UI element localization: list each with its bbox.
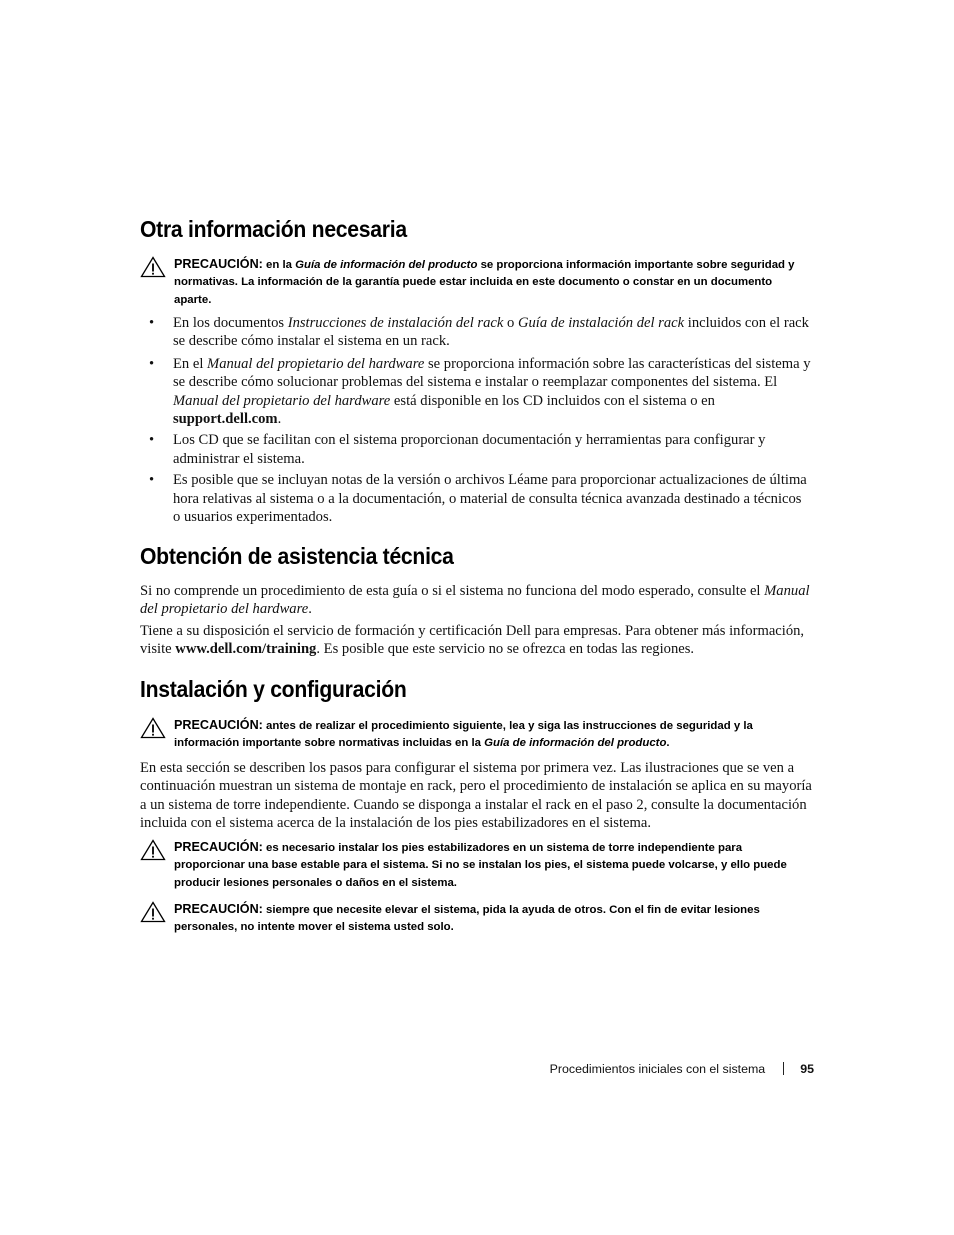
warning-triangle-icon [140,256,166,278]
caution-doc-title: Guía de información del producto [484,737,667,750]
caution-otra [140,256,812,309]
caution-text: siempre que necesite elevar el sistema, pida la ayuda de otros. Con el fin de evitar lesiones personales, no intente mover el sistema usted solo. [174,904,760,934]
caution-text: . [666,737,670,750]
doc-title: Instrucciones de instalación del rack [287,315,504,331]
page-footer [550,1062,814,1076]
footer-divider [783,1062,784,1075]
caution-label: PRECAUCIÓN: [174,257,263,271]
caution-instalacion-1 [140,717,812,753]
list-item: • En el Manual del propietario del hardware se proporciona información sobre las características del sistema y se describe cómo solucionar problemas del sistema e instalar o reemplazar componentes del sistema. El Manual del propietario del hardware está disponible en los CD incluidos con el sistema o en support.dell.com. [149,355,811,428]
caution-text: es necesario instalar los pies estabilizadores en un sistema de torre independiente para proporcionar una base estable para el sistema. Si no se instalan los pies, el sistema puede volcarse, y ello puede producir lesiones personales o daños en el sistema. [174,842,787,889]
list-item: • Es posible que se incluyan notas de la versión o archivos Léame para proporcionar actualizaciones de última hora relativas al sistema o a la documentación, o material de consulta técnica avanzada destinado a técnicos o usuarios experimentados. [149,472,807,526]
support-link[interactable]: support.dell.com [173,411,278,428]
bullet-icon: • [149,315,155,331]
caution-label: PRECAUCIÓN: [174,902,263,916]
warning-triangle-icon [140,839,166,861]
list-item: • En los documentos Instrucciones de instalación del rack o Guía de instalación del rack incluidos con el rack se describe cómo instalar el sistema en un rack. [149,315,809,350]
warning-triangle-icon [140,717,166,739]
caution-text: se proporciona información importante sobre seguridad y normativas. La información de la garantía puede estar incluida en este documento o constar en un documento aparte. [174,259,795,306]
bullet-icon: • [149,472,155,489]
doc-title: Manual del propietario del hardware [207,355,425,372]
caution-label: PRECAUCIÓN: [174,718,263,732]
caution-text: antes de realizar el procedimiento siguiente, lea y siga las instrucciones de seguridad y la información importante sobre normativas incluidas en la [174,720,753,750]
doc-title: Guía de instalación del rack [517,315,685,331]
bullet-list-otra [140,314,812,526]
page-number: 95 [800,1062,814,1076]
paragraph-instalacion: En esta sección se describen los pasos para configurar el sistema por primera vez. Las ilustraciones que se ven a continuación muestran un sistema de montaje en rack, pero el procedimiento de instalación se aplica en su mayoría a un sistema de torre independiente. Cuando se disponga a instalar el rack en el paso 2, consulte la documentación incluida con el sistema acerca de la instalación de los pies estabilizadores en el sistema. [140,760,812,832]
caution-label: PRECAUCIÓN: [174,840,263,854]
list-item: • Los CD que se facilitan con el sistema proporcionan documentación y herramientas para configurar y administrar el sistema. [149,432,766,467]
footer-chapter-title: Procedimientos iniciales con el sistema [549,1062,766,1076]
caution-instalacion-3 [140,901,812,937]
warning-triangle-icon [140,901,166,923]
bullet-icon: • [149,432,155,449]
doc-title: Manual del propietario del hardware [140,583,810,618]
caution-text: en la [262,259,296,271]
doc-title: Manual del propietario del hardware [173,392,391,409]
bullet-icon: • [149,355,155,372]
paragraph-obtencion-1: Si no comprende un procedimiento de esta guía o si el sistema no funciona del modo esperado, consulte el Manual del propietario del hardware. [140,583,810,618]
heading-obtencion-asistencia: Obtención de asistencia técnica [140,543,454,569]
heading-otra-informacion: Otra información necesaria [140,216,407,242]
training-link[interactable]: www.dell.com/training [175,641,317,658]
heading-instalacion-configuracion: Instalación y configuración [140,676,407,702]
paragraph-obtencion-2: Tiene a su disposición el servicio de formación y certificación Dell para empresas. Para obtener más información, visite www.dell.com/training. Es posible que este servicio no se ofrezca en todas las regiones. [140,623,805,658]
caution-doc-title: Guía de información del producto [295,259,478,271]
caution-instalacion-2 [140,839,812,892]
